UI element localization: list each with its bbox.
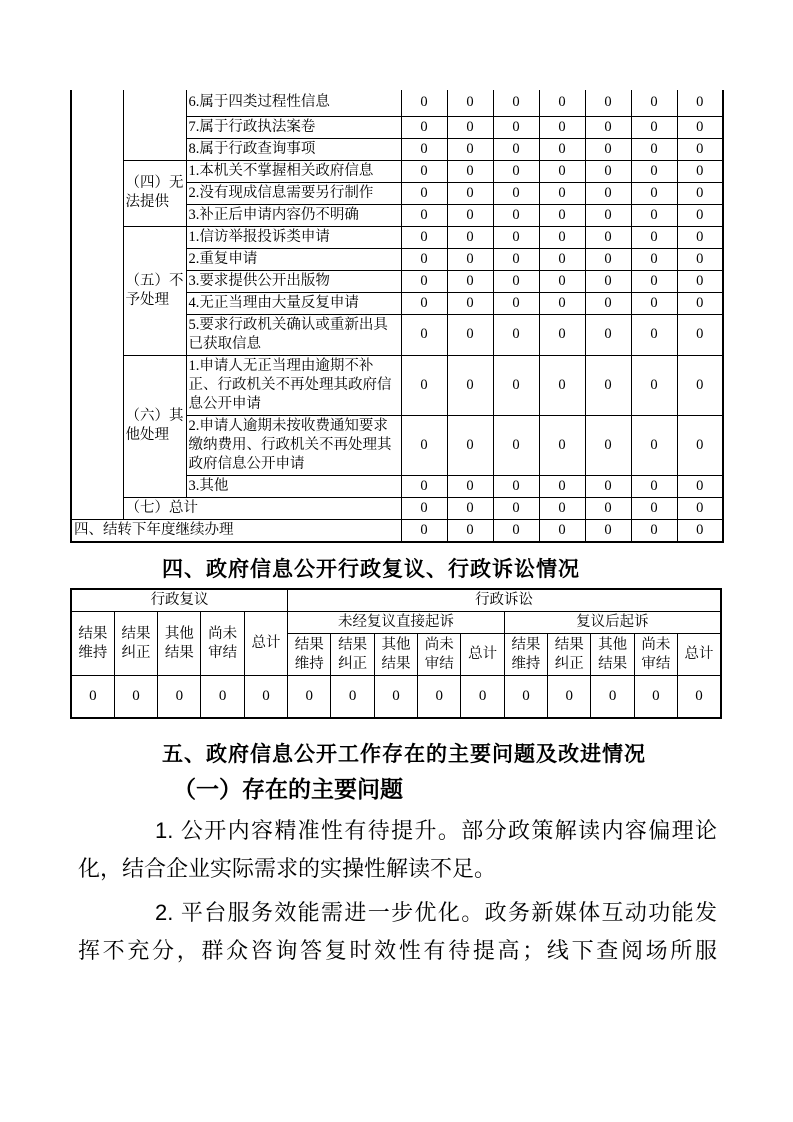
item-label-cell: 2.申请人逾期未按收费通知要求缴纳费用、行政机关不再处理其政府信息公开申请 <box>186 415 401 475</box>
value-cell: 0 <box>447 270 493 292</box>
table-row <box>71 497 723 519</box>
column-header-cell: 其他结果 <box>158 612 201 676</box>
paragraph-line: 挥不充分，群众咨询答复时效性有待提高；线下查阅场所服 <box>78 937 717 963</box>
value-cell: 0 <box>288 676 331 718</box>
value-cell: 0 <box>447 138 493 160</box>
total-label-cell: （七）总计 <box>123 497 401 519</box>
item-label-cell: 5.要求行政机关确认或重新出具已获取信息 <box>186 314 401 355</box>
category-cell: （六）其他处理 <box>123 355 186 497</box>
item-label-cell: 4.无正当理由大量反复申请 <box>186 292 401 314</box>
value-cell: 0 <box>493 497 539 519</box>
value-cell: 0 <box>631 90 677 116</box>
value-cell: 0 <box>585 519 631 542</box>
item-label-cell: 2.重复申请 <box>186 248 401 270</box>
value-cell: 0 <box>677 314 723 355</box>
value-cell: 0 <box>447 355 493 415</box>
item-label-cell: 1.本机关不掌握相关政府信息 <box>186 160 401 182</box>
section4-title: 四、政府信息公开行政复议、行政诉讼情况 <box>162 557 580 581</box>
value-cell: 0 <box>493 160 539 182</box>
value-cell: 0 <box>158 676 201 718</box>
column-header-cell: 尚未审结 <box>634 634 677 676</box>
value-cell: 0 <box>677 519 723 542</box>
value-cell: 0 <box>677 116 723 138</box>
continuation-spacer-cell <box>71 90 123 519</box>
value-cell: 0 <box>71 676 114 718</box>
column-header-cell: 总计 <box>461 634 504 676</box>
column-header-cell: 结果维持 <box>288 634 331 676</box>
value-cell: 0 <box>447 314 493 355</box>
value-cell: 0 <box>461 676 504 718</box>
value-cell: 0 <box>447 519 493 542</box>
value-cell: 0 <box>401 355 447 415</box>
value-cell: 0 <box>114 676 157 718</box>
value-cell: 0 <box>585 182 631 204</box>
table-row <box>71 226 723 248</box>
value-cell: 0 <box>631 116 677 138</box>
value-cell: 0 <box>677 248 723 270</box>
value-cell: 0 <box>447 497 493 519</box>
value-cell: 0 <box>539 90 585 116</box>
value-cell: 0 <box>539 160 585 182</box>
value-cell: 0 <box>493 292 539 314</box>
value-cell: 0 <box>504 676 547 718</box>
item-label-cell: 6.属于四类过程性信息 <box>186 90 401 116</box>
value-cell: 0 <box>539 116 585 138</box>
item-label-cell: 1.申请人无正当理由逾期不补正、行政机关不再处理其政府信息公开申请 <box>186 355 401 415</box>
value-cell: 0 <box>631 138 677 160</box>
item-label-cell: 7.属于行政执法案卷 <box>186 116 401 138</box>
value-cell: 0 <box>631 415 677 475</box>
value-cell: 0 <box>539 314 585 355</box>
category-cell: （四）无法提供 <box>123 160 186 226</box>
value-cell: 0 <box>401 415 447 475</box>
value-cell: 0 <box>493 90 539 116</box>
paragraph-1 <box>78 812 717 888</box>
value-cell: 0 <box>677 204 723 226</box>
value-cell: 0 <box>401 226 447 248</box>
review-header-cell: 行政复议 <box>71 589 288 612</box>
value-cell: 0 <box>539 415 585 475</box>
review-litigation-table <box>70 588 722 719</box>
value-cell: 0 <box>585 415 631 475</box>
item-label-cell: 3.补正后申请内容仍不明确 <box>186 204 401 226</box>
column-header-cell: 结果维持 <box>71 612 114 676</box>
value-cell: 0 <box>677 355 723 415</box>
item-label-cell: 3.要求提供公开出版物 <box>186 270 401 292</box>
column-header-cell: 结果纠正 <box>114 612 157 676</box>
value-cell: 0 <box>493 226 539 248</box>
value-cell: 0 <box>493 355 539 415</box>
value-cell: 0 <box>677 270 723 292</box>
value-cell: 0 <box>585 248 631 270</box>
value-cell: 0 <box>585 138 631 160</box>
column-header-cell: 总计 <box>678 634 721 676</box>
value-cell: 0 <box>201 676 244 718</box>
item-label-cell: 2.没有现成信息需要另行制作 <box>186 182 401 204</box>
value-cell: 0 <box>493 138 539 160</box>
value-cell: 0 <box>447 204 493 226</box>
value-cell: 0 <box>401 90 447 116</box>
value-cell: 0 <box>585 116 631 138</box>
applications-result-table <box>70 90 724 543</box>
table2-value-row <box>71 676 721 718</box>
value-cell: 0 <box>401 519 447 542</box>
value-cell: 0 <box>585 475 631 497</box>
value-cell: 0 <box>631 475 677 497</box>
value-cell: 0 <box>631 497 677 519</box>
value-cell: 0 <box>331 676 374 718</box>
value-cell: 0 <box>631 292 677 314</box>
post-review-suit-header-cell: 复议后起诉 <box>504 612 721 634</box>
value-cell: 0 <box>539 355 585 415</box>
value-cell: 0 <box>677 182 723 204</box>
value-cell: 0 <box>585 90 631 116</box>
value-cell: 0 <box>493 519 539 542</box>
value-cell: 0 <box>539 519 585 542</box>
value-cell: 0 <box>447 226 493 248</box>
content-area <box>0 90 793 970</box>
table-row <box>71 519 723 542</box>
value-cell: 0 <box>677 138 723 160</box>
table-row <box>71 355 723 415</box>
value-cell: 0 <box>634 676 677 718</box>
value-cell: 0 <box>493 204 539 226</box>
carryover-label-cell: 四、结转下年度继续办理 <box>71 519 401 542</box>
value-cell: 0 <box>447 415 493 475</box>
value-cell: 0 <box>401 497 447 519</box>
item-label-cell: 3.其他 <box>186 475 401 497</box>
category-cell <box>123 90 186 160</box>
value-cell: 0 <box>591 676 634 718</box>
paragraph-line: 2. 平台服务效能需进一步优化。政务新媒体互动功能发 <box>155 899 717 925</box>
value-cell: 0 <box>677 226 723 248</box>
value-cell: 0 <box>677 475 723 497</box>
value-cell: 0 <box>493 415 539 475</box>
value-cell: 0 <box>244 676 287 718</box>
paragraph-line: 1. 公开内容精准性有待提升。部分政策解读内容偏理论 <box>155 817 717 843</box>
table2-subgroup-row <box>71 612 721 634</box>
table2-group-row <box>71 589 721 612</box>
value-cell: 0 <box>401 270 447 292</box>
value-cell: 0 <box>677 292 723 314</box>
value-cell: 0 <box>585 226 631 248</box>
value-cell: 0 <box>401 248 447 270</box>
value-cell: 0 <box>493 248 539 270</box>
value-cell: 0 <box>447 182 493 204</box>
table-row <box>71 90 723 116</box>
value-cell: 0 <box>631 182 677 204</box>
value-cell: 0 <box>418 676 461 718</box>
value-cell: 0 <box>401 182 447 204</box>
category-cell: （五）不予处理 <box>123 226 186 355</box>
value-cell: 0 <box>585 204 631 226</box>
section5-title: 五、政府信息公开工作存在的主要问题及改进情况 <box>162 742 646 766</box>
value-cell: 0 <box>539 226 585 248</box>
value-cell: 0 <box>631 204 677 226</box>
subsection1-title: （一）存在的主要问题 <box>173 775 403 802</box>
value-cell: 0 <box>493 314 539 355</box>
value-cell: 0 <box>677 415 723 475</box>
column-header-cell: 结果维持 <box>504 634 547 676</box>
value-cell: 0 <box>585 355 631 415</box>
paragraph-2 <box>78 894 717 970</box>
value-cell: 0 <box>539 248 585 270</box>
value-cell: 0 <box>585 160 631 182</box>
value-cell: 0 <box>678 676 721 718</box>
value-cell: 0 <box>631 355 677 415</box>
value-cell: 0 <box>493 116 539 138</box>
value-cell: 0 <box>539 292 585 314</box>
value-cell: 0 <box>401 292 447 314</box>
value-cell: 0 <box>539 475 585 497</box>
column-header-cell: 结果纠正 <box>548 634 591 676</box>
item-label-cell: 1.信访举报投诉类申请 <box>186 226 401 248</box>
value-cell: 0 <box>447 90 493 116</box>
value-cell: 0 <box>447 116 493 138</box>
value-cell: 0 <box>539 270 585 292</box>
column-header-cell: 尚未审结 <box>201 612 244 676</box>
value-cell: 0 <box>539 204 585 226</box>
value-cell: 0 <box>493 475 539 497</box>
value-cell: 0 <box>447 160 493 182</box>
value-cell: 0 <box>677 90 723 116</box>
value-cell: 0 <box>585 497 631 519</box>
value-cell: 0 <box>631 519 677 542</box>
column-header-cell: 尚未审结 <box>418 634 461 676</box>
column-header-cell: 总计 <box>244 612 287 676</box>
column-header-cell: 其他结果 <box>374 634 417 676</box>
value-cell: 0 <box>631 160 677 182</box>
value-cell: 0 <box>539 182 585 204</box>
value-cell: 0 <box>539 497 585 519</box>
value-cell: 0 <box>447 248 493 270</box>
value-cell: 0 <box>548 676 591 718</box>
value-cell: 0 <box>401 475 447 497</box>
value-cell: 0 <box>631 270 677 292</box>
value-cell: 0 <box>493 270 539 292</box>
value-cell: 0 <box>677 160 723 182</box>
value-cell: 0 <box>493 182 539 204</box>
value-cell: 0 <box>401 138 447 160</box>
body-text <box>70 812 723 970</box>
value-cell: 0 <box>585 270 631 292</box>
value-cell: 0 <box>631 248 677 270</box>
paragraph-line: 化，结合企业实际需求的实操性解读不足。 <box>78 855 497 881</box>
value-cell: 0 <box>447 475 493 497</box>
value-cell: 0 <box>401 160 447 182</box>
value-cell: 0 <box>374 676 417 718</box>
column-header-cell: 其他结果 <box>591 634 634 676</box>
value-cell: 0 <box>539 138 585 160</box>
value-cell: 0 <box>677 497 723 519</box>
item-label-cell: 8.属于行政查询事项 <box>186 138 401 160</box>
column-header-cell: 结果纠正 <box>331 634 374 676</box>
litigation-header-cell: 行政诉讼 <box>288 589 721 612</box>
value-cell: 0 <box>585 292 631 314</box>
value-cell: 0 <box>631 226 677 248</box>
direct-suit-header-cell: 未经复议直接起诉 <box>288 612 505 634</box>
table-row <box>71 160 723 182</box>
value-cell: 0 <box>401 314 447 355</box>
value-cell: 0 <box>401 204 447 226</box>
value-cell: 0 <box>585 314 631 355</box>
value-cell: 0 <box>447 292 493 314</box>
value-cell: 0 <box>631 314 677 355</box>
value-cell: 0 <box>401 116 447 138</box>
